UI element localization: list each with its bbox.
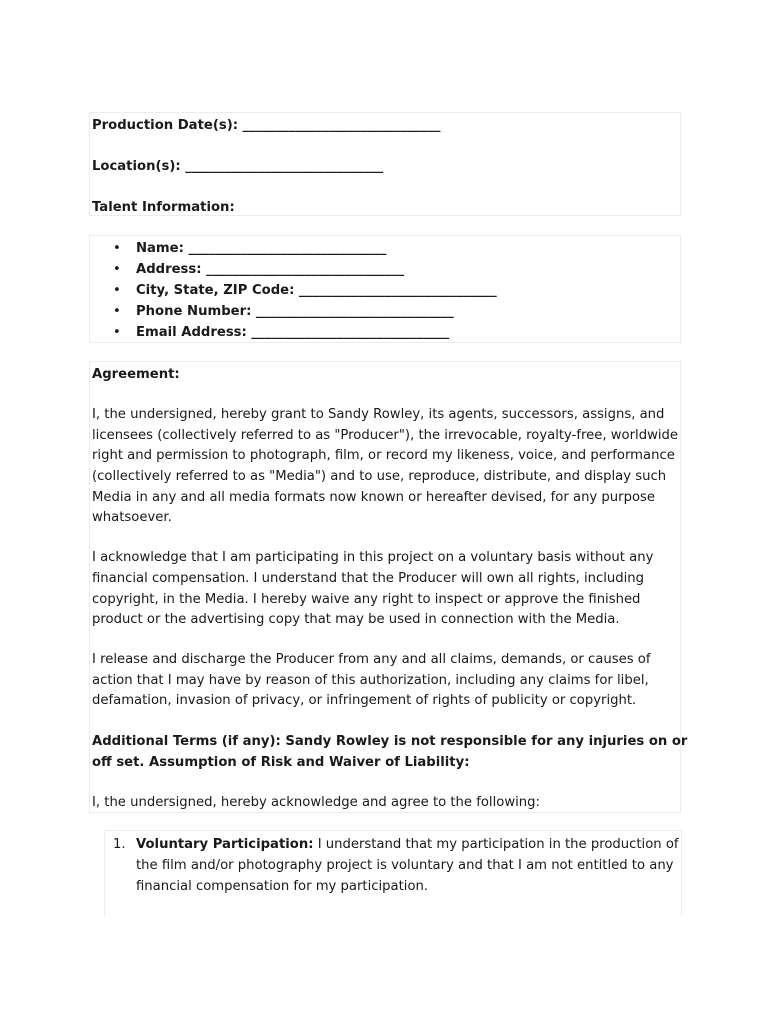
item-text-line: I understand that my participation in the production of (313, 837, 679, 852)
talent-address-field: Address: ______________________________ (136, 262, 404, 277)
bullet-icon: • (113, 283, 121, 298)
paragraph-line: I acknowledge that I am participating in this project on a voluntary basis without any (92, 550, 654, 565)
paragraph-line: copyright, in the Media. I hereby waive any right to inspect or approve the finished (92, 592, 641, 607)
agreement-block (89, 361, 688, 813)
locations-line: Location(s): ______________________________ (92, 159, 384, 174)
item-title: Voluntary Participation: (136, 837, 314, 852)
paragraph-line: financial compensation. I understand that the Producer will own all rights, including (92, 571, 645, 586)
paragraph-line: licensees (collectively referred to as "Producer"), the irrevocable, royalty-free, worldwide (92, 428, 678, 443)
production-dates-line: Production Date(s): ______________________________ (92, 118, 441, 133)
paragraph-line: Media in any and all media formats now known or hereafter devised, for any purpose (92, 490, 655, 505)
paragraph-line: right and permission to photograph, film, or record my likeness, voice, and performance (92, 448, 675, 463)
talent-list-block (89, 235, 681, 343)
paragraph-line: whatsoever. (92, 510, 172, 525)
bullet-icon: • (113, 325, 121, 340)
talent-phone-field: Phone Number: ______________________________ (136, 304, 454, 319)
bullet-icon: • (113, 241, 121, 256)
item-number: 1. (113, 837, 126, 852)
agreement-heading: Agreement: (92, 367, 180, 382)
talent-information-heading: Talent Information: (92, 200, 235, 215)
paragraph-line: I release and discharge the Producer from any and all claims, demands, or causes of (92, 652, 651, 667)
talent-name-field: Name: ______________________________ (136, 241, 387, 256)
paragraph-line: product or the advertising copy that may be used in connection with the Media. (92, 612, 620, 627)
paragraph-line: I, the undersigned, hereby grant to Sandy Rowley, its agents, successors, assigns, and (92, 407, 665, 422)
talent-email-field: Email Address: ______________________________ (136, 325, 450, 340)
paragraph-line: Additional Terms (if any): Sandy Rowley is not responsible for any injuries on or (92, 734, 688, 749)
paragraph-line: (collectively referred to as "Media") and to use, reproduce, distribute, and display such (92, 469, 667, 484)
bullet-icon: • (113, 304, 121, 319)
item-text-line: the film and/or photography project is voluntary and that I am not entitled to any (136, 858, 674, 873)
acknowledge-statement: I, the undersigned, hereby acknowledge and agree to the following: (92, 795, 540, 810)
terms-list-block (104, 830, 682, 916)
list-item (105, 834, 683, 904)
paragraph-line: off set. Assumption of Risk and Waiver of Liability: (92, 755, 470, 770)
production-info-block (89, 112, 681, 216)
talent-city-field: City, State, ZIP Code: ______________________________ (136, 283, 497, 298)
item-text (136, 834, 686, 897)
item-text-line: financial compensation for my participation. (136, 879, 429, 894)
paragraph-line: action that I may have by reason of this authorization, including any claims for libel, (92, 673, 649, 688)
bullet-icon: • (113, 262, 121, 277)
paragraph-line: defamation, invasion of privacy, or infringement of rights of publicity or copyright. (92, 693, 637, 708)
